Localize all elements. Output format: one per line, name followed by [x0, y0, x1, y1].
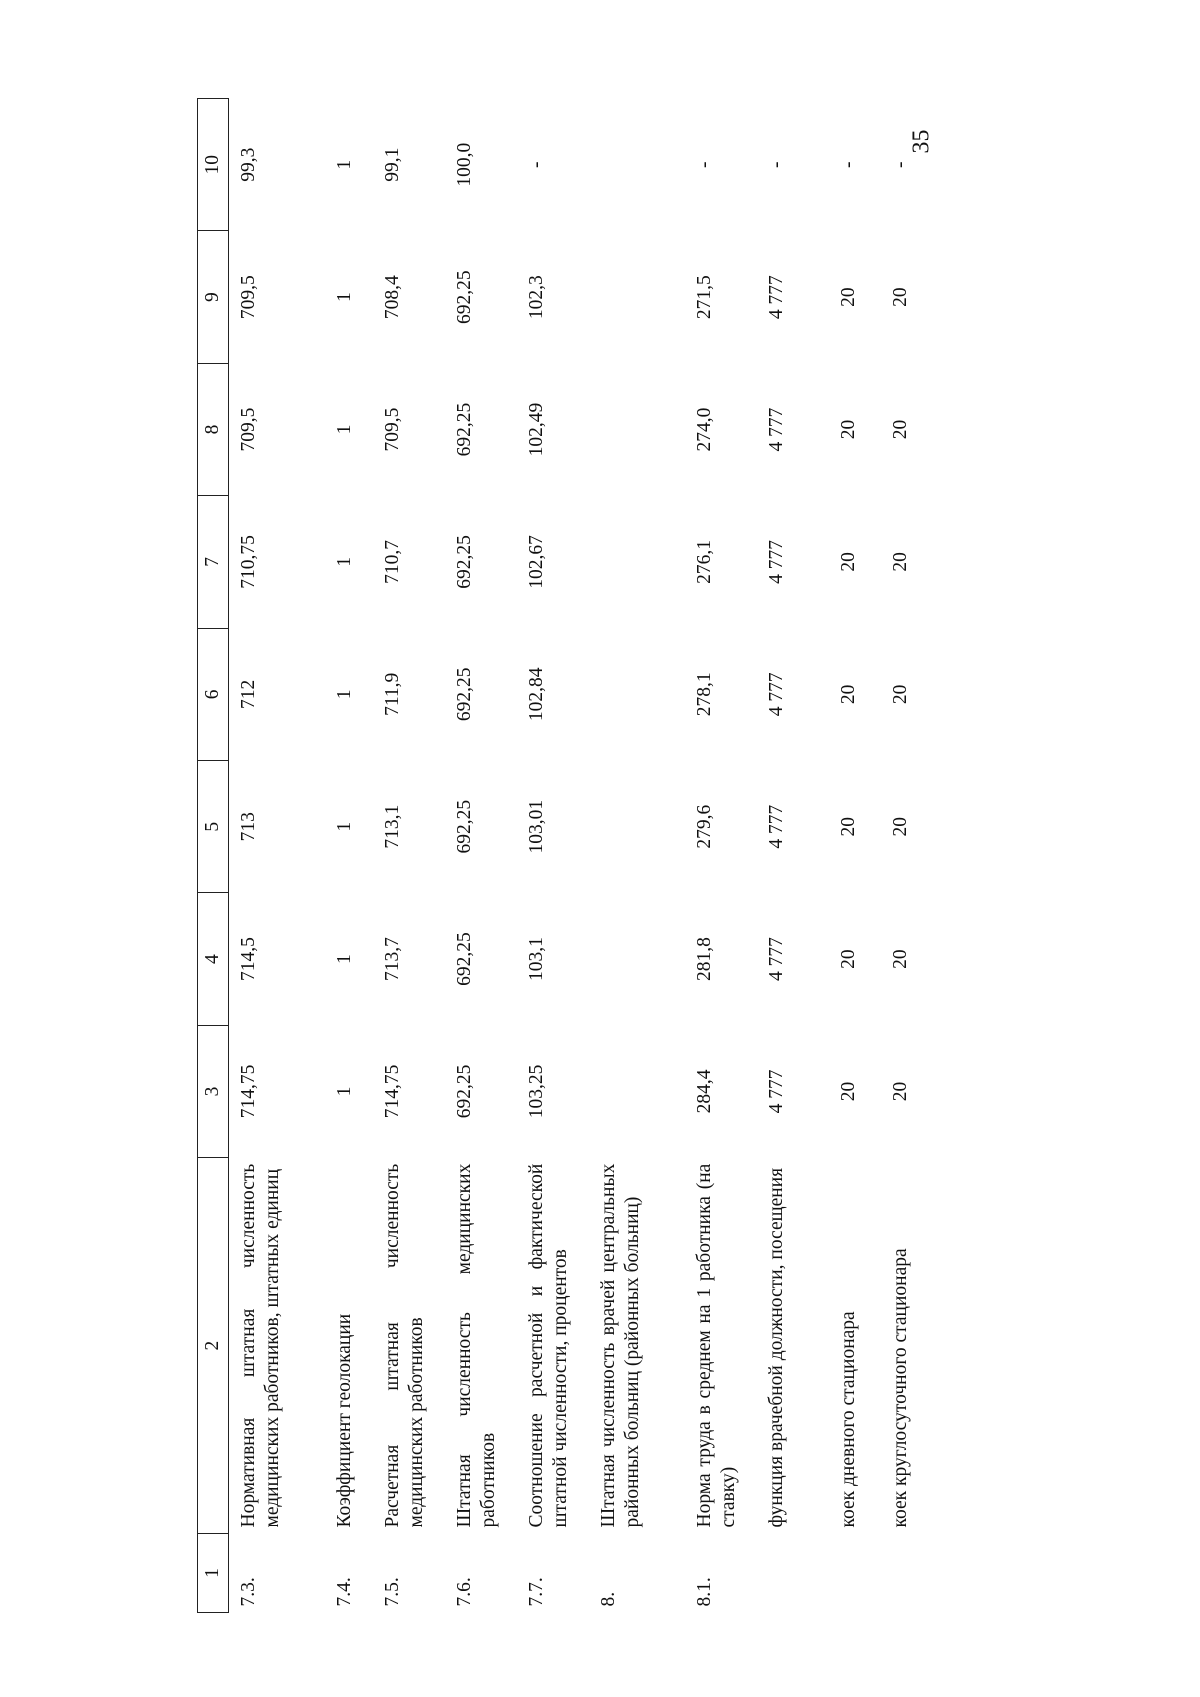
value-cell: 20	[890, 816, 911, 837]
value-cell: 4 777	[766, 937, 787, 982]
value-cell: 20	[838, 552, 859, 572]
value-cell: 4 777	[766, 804, 787, 849]
row-number	[829, 1534, 881, 1613]
header-cell: 8	[198, 363, 229, 495]
row-label: Соотношение расчетной и фактической штатной численности, процентов	[526, 1163, 571, 1528]
value-cell	[589, 761, 685, 893]
value-cell: 714,5	[238, 937, 259, 982]
value-cell: 20	[890, 949, 911, 969]
header-cell: 9	[198, 231, 229, 363]
row-label: Коэффициент геолокации	[334, 1313, 355, 1528]
value-cell: 692,25	[454, 535, 475, 589]
header-cell: 2	[198, 1158, 229, 1534]
value-cell: 713,7	[382, 937, 403, 982]
row-label: Штатная численность медицинских работников	[454, 1163, 499, 1528]
value-cell: 692,25	[454, 799, 475, 854]
value-cell: 709,5	[382, 407, 403, 452]
row-label: коек дневного стационара	[838, 1311, 859, 1528]
row-number: 7.4.	[334, 1577, 355, 1607]
header-cell: 3	[198, 1025, 229, 1157]
value-cell: 284,4	[694, 1069, 715, 1114]
value-cell: 99,3	[238, 147, 259, 182]
table-row	[685, 99, 757, 1613]
value-cell	[589, 99, 685, 231]
value-cell: 713,1	[382, 804, 403, 849]
value-cell: 712	[238, 679, 259, 709]
row-label: Расчетная штатная численность медицинских работников	[382, 1163, 427, 1528]
value-cell: 710,75	[238, 535, 259, 589]
table-row	[325, 99, 373, 1613]
value-cell: 281,8	[694, 937, 715, 982]
value-cell: 103,25	[526, 1064, 547, 1119]
table-row	[373, 99, 445, 1613]
value-cell: 711,9	[382, 672, 403, 716]
page-number: 35	[908, 129, 935, 154]
value-cell: 4 777	[766, 539, 787, 584]
row-label: коек круглосуточного стационара	[890, 1248, 911, 1528]
value-cell: 20	[838, 287, 859, 307]
value-cell: 1	[334, 689, 355, 700]
value-cell: -	[838, 161, 859, 168]
row-label: Штатная численность врачей центральных районных больниц (районных больниц)	[598, 1163, 643, 1528]
value-cell: 692,25	[454, 402, 475, 457]
value-cell: 713	[238, 812, 259, 842]
value-cell: 278,1	[694, 672, 715, 717]
value-cell: 4 777	[766, 1069, 787, 1114]
data-table	[197, 98, 933, 1613]
value-cell: 4 777	[766, 407, 787, 452]
value-cell: 279,6	[694, 804, 715, 849]
header-cell: 4	[198, 893, 229, 1025]
table-row	[517, 99, 589, 1613]
value-cell: -	[890, 161, 911, 168]
value-cell	[589, 363, 685, 495]
value-cell: 20	[890, 287, 911, 307]
value-cell	[589, 893, 685, 1025]
value-cell: 103,1	[526, 937, 547, 982]
value-cell: 102,3	[526, 275, 547, 320]
value-cell: 709,5	[238, 407, 259, 452]
value-cell: 714,75	[382, 1064, 403, 1119]
header-cell: 1	[198, 1534, 229, 1613]
value-cell: 20	[838, 419, 859, 440]
value-cell	[589, 628, 685, 760]
value-cell: 1	[334, 424, 355, 435]
value-cell: 4 777	[766, 275, 787, 320]
value-cell: 20	[838, 1081, 859, 1102]
value-cell: 1	[334, 1086, 355, 1097]
rotated-table-frame	[197, 98, 997, 1613]
value-cell: 102,84	[526, 667, 547, 722]
value-cell: 709,5	[238, 275, 259, 320]
value-cell: 710,7	[382, 539, 403, 584]
value-cell: 20	[890, 1081, 911, 1102]
value-cell: 1	[334, 954, 355, 964]
value-cell: 274,0	[694, 407, 715, 452]
value-cell: -	[766, 161, 787, 168]
table-row	[881, 99, 933, 1613]
value-cell: 102,67	[526, 535, 547, 589]
value-cell: 271,5	[694, 275, 715, 320]
table-row	[829, 99, 881, 1613]
value-cell: 20	[890, 684, 911, 705]
table-header-row	[198, 99, 229, 1613]
value-cell: -	[526, 161, 547, 168]
row-number: 7.7.	[526, 1577, 547, 1607]
value-cell	[589, 1025, 685, 1157]
value-cell: 692,25	[454, 667, 475, 722]
table-row	[757, 99, 829, 1613]
value-cell: 20	[838, 684, 859, 705]
value-cell: 103,01	[526, 799, 547, 854]
value-cell: 276,1	[694, 539, 715, 584]
header-cell: 6	[198, 628, 229, 760]
value-cell: -	[694, 161, 715, 168]
value-cell: 20	[838, 816, 859, 837]
value-cell: 20	[890, 419, 911, 440]
row-label: функция врачебной должности, посещения	[766, 1167, 787, 1528]
value-cell: 1	[334, 159, 355, 170]
row-number	[881, 1534, 933, 1613]
value-cell: 20	[890, 552, 911, 572]
header-cell: 10	[198, 99, 229, 231]
value-cell	[589, 496, 685, 628]
row-label: Нормативная штатная численность медицинских работников, штатных единиц	[238, 1163, 283, 1528]
value-cell: 100,0	[454, 142, 475, 187]
value-cell: 102,49	[526, 402, 547, 457]
row-label: Норма труда в среднем на 1 работника (на ставку)	[694, 1163, 739, 1528]
value-cell: 4 777	[766, 672, 787, 717]
value-cell: 692,25	[454, 1064, 475, 1119]
header-cell: 7	[198, 496, 229, 628]
table-row	[445, 99, 517, 1613]
value-cell: 1	[334, 821, 355, 832]
header-cell: 5	[198, 761, 229, 893]
value-cell: 708,4	[382, 275, 403, 320]
row-number: 8.1.	[694, 1577, 715, 1607]
value-cell	[589, 231, 685, 363]
value-cell: 99,1	[382, 147, 403, 182]
value-cell: 692,25	[454, 932, 475, 986]
row-number: 7.5.	[382, 1577, 403, 1607]
value-cell: 692,25	[454, 270, 475, 324]
value-cell: 1	[334, 557, 355, 567]
table-row	[229, 99, 326, 1613]
value-cell: 1	[334, 292, 355, 303]
row-number: 7.3.	[238, 1577, 259, 1607]
row-number	[757, 1534, 829, 1613]
table-row	[589, 99, 685, 1613]
value-cell: 714,75	[238, 1064, 259, 1119]
value-cell: 20	[838, 949, 859, 969]
row-number: 8.	[598, 1591, 619, 1607]
row-number: 7.6.	[454, 1577, 475, 1607]
